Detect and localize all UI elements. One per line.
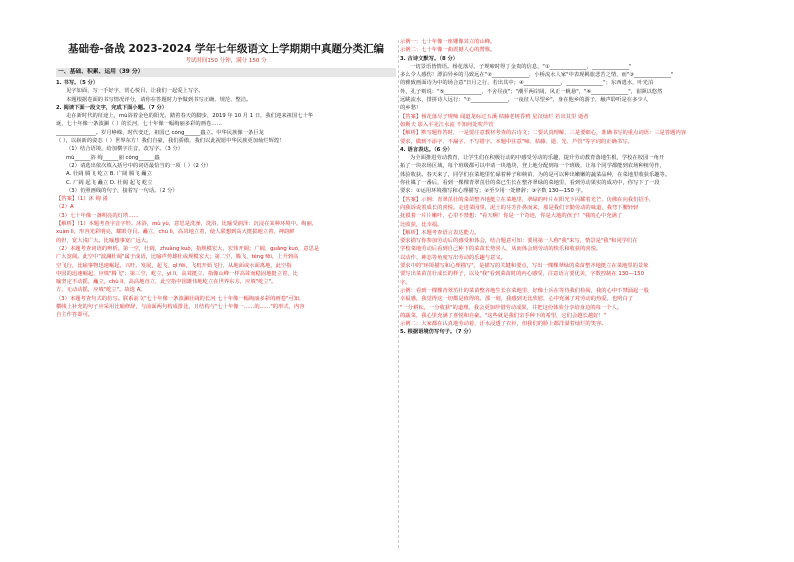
column-separator xyxy=(398,40,399,548)
text-line: 的蔬菜，我心里充满了喜悦和自豪。"这些就是我们亲手种下的希望，它们会越长越好！" xyxy=(400,312,607,319)
text-line: 拓了一块农场区域，每个班级都可以申请一块地块，登上地分配到每一个班级，让每个同学都能到农场种植劳作， xyxy=(400,163,665,170)
text-line: 向我诉说着成长的喜悦。走进菜园里，泥土的芬芳扑鼻而来，那是我们辛勤劳动的味道，我弯下腰轻轻 xyxy=(400,204,639,211)
text-line: 中国的迅速崛起，应填"腾飞"；第三空，屹立，yì lì，高耸挺立，指像山峰一样高耸而稳固地挺立着，比 xyxy=(56,270,298,277)
text-line: 外，孔子则说："⑤______________，不舍昼夜"；"潮平两岸阔，风正一帆悬"，"⑥______________"，崔颢以悠然 xyxy=(400,88,663,95)
text-line: _______________。岁月峥嵘，时代变迁，祖国已 cóng______蟲立。中华民族像一条巨龙 xyxy=(56,129,264,136)
text-line: 比收获，比幸福。 xyxy=(400,221,443,228)
text-line: 【答案】杨花落尽子规啼 闻道龙标过五溪 枯藤老树昏鸦 星汉灿烂 若出其里 逝者 xyxy=(400,113,589,120)
text-line: 如斯夫 影入平羌江水流 不知何处吹芦管 xyxy=(400,121,494,128)
text-line: 横线上补充的句子应采用比喻修辞，与前面两句构成排比，且结构与"七十年像一……的……"的形式，内容 xyxy=(56,304,305,311)
text-line: 一、基础、积累、运用（39 分） xyxy=(56,68,396,77)
text-line: 多么令人感伤！漂泊异乡的马致远在"②______________，小桥流水人家"中表现羁旅悲苦之情，而"③______________" xyxy=(400,72,674,79)
text-line: 要求中的"环境描写和心理描写"，是描写的关键和要点，写出一棵棵翠绿的菜苗整齐地挺立在菜地里的景象 xyxy=(400,263,649,270)
text-line: 方，无动动摇，应填"屹立"。故选 A。 xyxy=(56,287,146,294)
text-line: （1）结合语境，给加横字注音，改写字。（3 分） xyxy=(66,146,184,153)
text-line: 诞，七十年像一条波澜（ ）的长河，七十年像一幅绚丽多彩的画卷…… xyxy=(56,121,222,128)
text-line: 本题根据卷面的书写情况评分，请你在答题时力争做到书写正确、规范、整洁。 xyxy=(66,96,252,103)
text-line: 为全面推进劳动教育，让学生们在积极行动的中感受劳动的乐趣，提升劳动教育落地生根，学校在校园一角开 xyxy=(410,155,665,162)
text-line: 【解析】（1）本题考查字音字形。沐浴，mù yù，意思是洗澡，洗浴，比喻受润泽：沉浸在某种环境中。绚丽， xyxy=(56,221,318,228)
text-line: （3）七十年像一盏明亮的灯塔…… xyxy=(56,212,139,219)
text-line: 字。 xyxy=(400,279,411,286)
text-line: 广大宽阔。此空中"波澜壮阔"属于成语，比喻声势雄壮或规模宏大；第二空，腾飞，téng fēi，上升到高 xyxy=(56,254,299,261)
text-line: 的乡愁！ xyxy=(400,105,422,112)
text-line: 体验收获。春天来了，同学们在菜地里忙碌着种子和秧苗，为的是可以种出嫩嫩的蔬菜品种，在菜地里收获乐趣等。 xyxy=(400,171,671,178)
left-column-body xyxy=(56,68,396,320)
right-column xyxy=(400,38,740,548)
text-line: 示例二：七十年像一曲震撼人心的赞歌。 xyxy=(400,47,496,54)
text-line: 一切景语皆情语。杨花落尽，子规啼时得丁金贵的信息，"①______________，______________" xyxy=(410,63,632,70)
text-line: （ ），以崭新的姿态（ ）世界东方！我们自豪，我们骄傲，我们以此祝愿中华民族更加灿烂辉煌！ xyxy=(56,138,285,145)
text-line: 自主作答即可。 xyxy=(56,312,94,319)
text-line: 要写出菜苗茁壮成长的样子，以及"我"看到菜苗时的内心感受，注意语言要优美，字数控制在 130—150 xyxy=(400,271,644,278)
text-line: 的世，宽大浅广大。比喻想事宽广远大。 xyxy=(56,237,152,244)
text-line: 要求：①运用环境描写和心理描写；②至少用一处修辞；③字数 130—150 字。 xyxy=(400,188,587,195)
text-line: 4. 语言表达。（6 分） xyxy=(400,146,453,153)
text-line: 【答案】示例：青翠茁壮的菜苗整齐地挺立在菜地里，翠绿的叶片在阳光下闪耀着光芒，仿佛在向我们招手， xyxy=(400,196,655,203)
text-line: 【解析】本题考查语言表达能力。 xyxy=(400,229,480,236)
text-line: 【解析】默写题作答时，一是要注意教材考查的古诗文；二要认真理解，三是要细心，准确书写的重点词语：三是答题内容 xyxy=(400,130,687,137)
text-line: 抚摸着一片片嫩叶，心里不禁想："看天啊！你是一个奇迹，你是大地的孩子！"我的心中充满了 xyxy=(400,213,623,220)
text-line: 示例二：大家都在认真地劳动着，汗水浸透了衣衫，但我们的脸上都洋溢着灿烂的笑容。 xyxy=(400,321,607,328)
text-line: 3. 古诗文默写。（8 分） xyxy=(400,55,459,62)
text-line: 幸福感，我觉得这一切都是值得的。那一刻，我感到无比欣慰，心中充满了对劳动的热爱，也明白了 xyxy=(400,296,634,303)
text-line: 喻坚定不动摇，矗立，chù lì，高高地直立，此空指中国雄伟地屹立在世界东方，应填"屹立"。 xyxy=(56,279,277,286)
text-line: 走在新时代的征途上，mù浴着金色的阳光，踏着春天的脚步，2019 年 10 月 1 日，我们迎来祖国七十华 xyxy=(66,113,314,120)
text-line: 2. 阅读下面一段文字，完成下面小题。（7 分） xyxy=(56,104,168,111)
text-line: （3）仿照画线的句子，接着写一句话。（2 分） xyxy=(66,187,178,194)
left-column xyxy=(56,38,396,548)
text-line: xuàn lì，形容光彩明亮，耀眼夺目。矗立，chù lì，高耸地立着，使人联想到高大挺拔地立着，神韵鲜 xyxy=(56,229,295,236)
document-title: 基础卷-备战 2023-2024 学年七年级语文上学期期中真题分类汇编 xyxy=(68,43,384,55)
text-line: （3）本题考查句式的仿写。联系前文"七十年像一条波澜壮阔的长河 七十年像一幅绚丽多彩的画卷"可知， xyxy=(56,295,305,302)
text-line: 的雅致画面诗为中的场合意"日月之行，若出其中；④______________，______________"；东西逃水，叶光泊 xyxy=(400,80,654,87)
document-subtitle: 考试时间150 分钟，满分 150 分 xyxy=(185,58,267,64)
text-line: 空飞行，比喻事物迅速崛起，兴旺、发展，起飞，qǐ fēi，飞机开始飞行，从地面或水面离地，此空指 xyxy=(56,262,292,269)
text-line: mù______浴 绚______丽 cóng______蟲 xyxy=(66,154,160,161)
text-line: 见字如面，写一手好字，赏心悦目，让我们一起爱上写字。 xyxy=(66,88,204,95)
text-line: 示例一：七十年像一座雕像耸立的山峰。 xyxy=(400,39,496,45)
text-line: （2）本题考查词语的辨析。第一空，壮阔，zhuàng kuò，指规模宏大，宏伟开阔；广阔，guǎng kuò，意思是 xyxy=(56,245,320,252)
text-line: 5. 根据语境仿写句子。（7 分） xyxy=(400,329,474,336)
text-line: "一分耕耘，一分收获"的道理。我会更加珍惜劳动成果，并把这份体验分享给身边的每一个人。 xyxy=(400,304,623,311)
text-line: 示例：看到一棵棵青翠茁壮的菜苗整齐地生长在菜地里，好像士兵在等待我们检阅，我的心中不禁涌起一股 xyxy=(400,287,649,294)
text-line: 以动作、神态等角度写出劳动的乐趣与意义。 xyxy=(400,254,506,261)
text-line: （2）请选出依次填入括号中的词语最恰当的一项（ ）（2 分） xyxy=(66,162,212,169)
text-line: （2）A xyxy=(56,204,74,211)
text-line: 要求描写你参加劳动后的感受和体会，结合题意可知：要用第一人称"我"来写，情景是"我"和同学们在 xyxy=(400,238,638,245)
text-line: A. 壮阔 腾飞 屹立 B. 广阔 腾飞 矗立 xyxy=(66,171,152,178)
text-line: 【答案】（1）沐 绚 淆 xyxy=(56,196,108,203)
text-line: 要求，做到不添字、不漏字、不写错字。本题中注意"啼、枯藤、逝、光、芦管"等字词的正确书写。 xyxy=(400,138,633,145)
text-line: 远眺流水，排拼诗人远行："⑦______________，一夜征人尽望乡"，身在他乡的游子，触声聆听是在多少人 xyxy=(400,97,648,104)
text-line: C. 广阔 起飞 矗立 D. 壮阔 起飞 屹立 xyxy=(66,179,153,186)
text-line: 1. 书写。（5 分） xyxy=(56,80,99,86)
right-column-body xyxy=(400,38,740,337)
text-line: 你社媒了一番后，看到一棵棵青翠茁壮的菜已生长在整齐翠绿的菜地里，看到劳动果实的成功中，你写下了一段 xyxy=(400,180,660,187)
text-line: 学校菜地劳动后看到自己种下的菜苗长势喜人，从而体会到劳动的快乐和收获的喜悦。 xyxy=(400,246,602,253)
